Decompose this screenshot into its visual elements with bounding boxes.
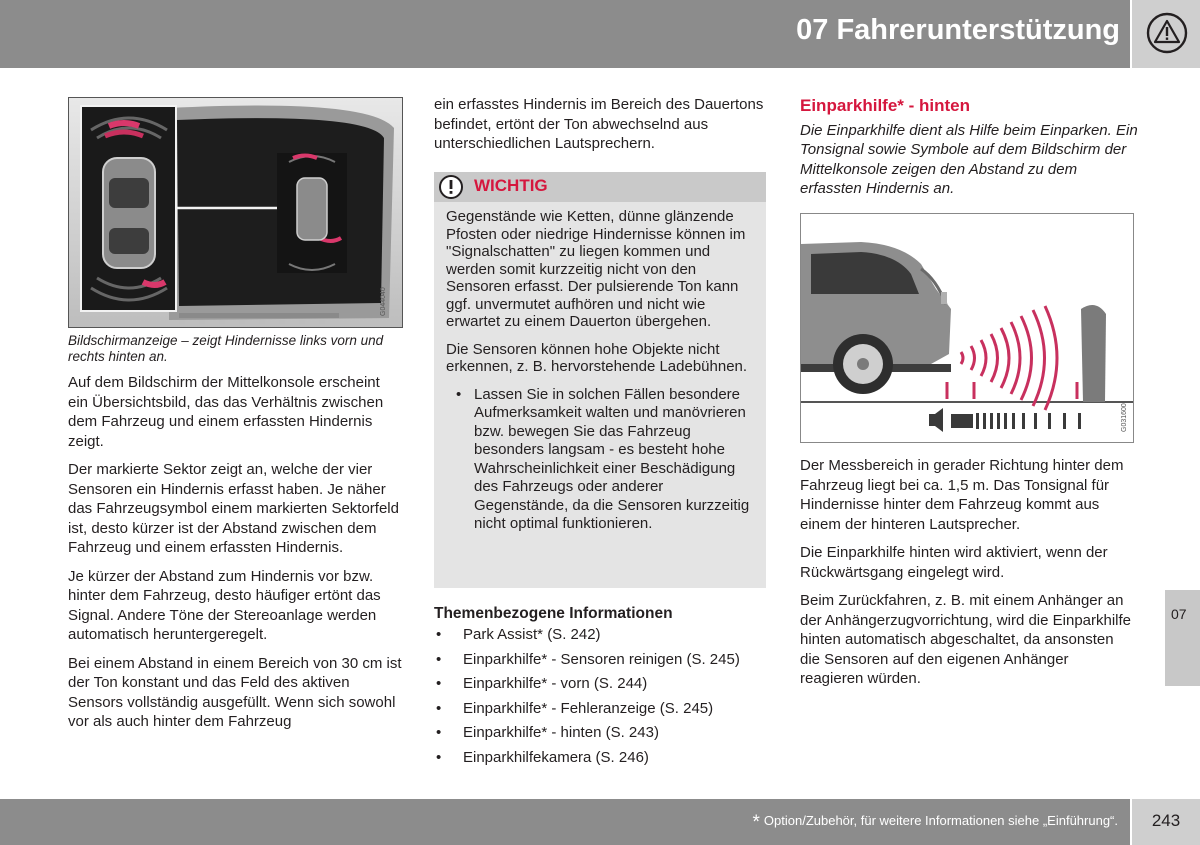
warning-paragraph: Die Sensoren können hohe Objekte nicht erkennen, z. B. hervorstehende Ladebühnen. <box>446 340 748 375</box>
rear-sensor-figure <box>800 213 1134 443</box>
related-info-list <box>434 626 774 774</box>
paragraph: ein erfasstes Hindernis im Bereich des Dauertons befindet, ertönt der Ton abwechselnd aus unterschiedlichen Lautsprechern. <box>434 96 764 152</box>
bullet-icon: • <box>436 675 442 693</box>
warning-header <box>434 172 766 202</box>
related-info-title: Themenbezogene Informationen <box>434 605 673 622</box>
section-title: Einparkhilfe* - hinten <box>800 96 971 115</box>
figure-code: G031600 <box>1121 403 1128 432</box>
warning-paragraph: Gegenstände wie Ketten, dünne glänzende Pfosten oder niedrige Hindernisse können im "Signalschatten" zu liegen kommen und werden somit kurzzeitig nicht von den Sensoren erfasst. Der pulsierende Ton kann ggf. unvermutet aufhören und nicht wie erwartet zu einem Dauerton übergehen. <box>446 208 746 330</box>
bullet-icon: • <box>436 748 442 766</box>
column-2-text <box>434 95 766 163</box>
section-intro: Die Einparkhilfe dient als Hilfe beim Einparken. Ein Tonsignal sowie Symbole auf dem Bildschirm der Mittelkonsole zeigen den Abstand zu dem erfassten Hindernis an. <box>800 122 1138 197</box>
related-link[interactable]: • Einparkhilfe* - hinten (S. 243) <box>436 724 659 742</box>
bullet-icon: • <box>436 650 442 668</box>
related-link[interactable]: • Einparkhilfe* - Sensoren reinigen (S. 245) <box>436 650 740 668</box>
page-number-box <box>1130 799 1200 845</box>
screen-display-figure <box>68 97 403 328</box>
exclamation-icon <box>438 174 464 200</box>
screen-display-illustration <box>69 98 403 328</box>
related-link[interactable]: • Einparkhilfe* - vorn (S. 244) <box>436 675 648 693</box>
paragraph: Auf dem Bildschirm der Mittelkonsole erscheint ein Übersichtsbild, das das Verhältnis zwischen dem Fahrzeug und einem erfassten Hindernis zeigt. <box>68 374 384 450</box>
bullet-icon: • <box>436 626 442 643</box>
chapter-title: 07 Fahrerunterstützung <box>796 14 1120 46</box>
rear-sensor-illustration <box>801 214 1134 443</box>
page-header <box>0 0 1200 68</box>
warning-triangle-icon <box>1146 12 1188 54</box>
paragraph: Der markierte Sektor zeigt an, welche der vier Sensoren ein Hindernis erfasst haben. Je näher das Fahrzeugsymbol einem markierten Sektorfeld ist, desto kürzer ist der Abstand zwischen dem Fahrzeug und einem erfassten Hindernis. <box>68 461 399 556</box>
paragraph: Beim Zurückfahren, z. B. mit einem Anhänger an der Anhängerzugvorrichtung, wird die Einparkhilfe hinten automatisch abgeschaltet, da ansonsten die Sensoren auf den eigenen Anhänger reagieren würden. <box>800 592 1132 687</box>
chapter-tab-label: 07 <box>1171 606 1187 622</box>
paragraph: Bei einem Abstand in einem Bereich von 30 cm ist der Ton konstant und das Feld des aktiven Sensors vollständig ausgefüllt. Wenn sich sowohl vor als auch hinter dem Fahrzeug <box>68 654 402 730</box>
chapter-tab <box>1165 590 1200 686</box>
figure-code: G044040 <box>380 287 387 316</box>
footnote-star: * <box>752 812 760 833</box>
chapter-icon-box <box>1130 0 1200 68</box>
warning-bullet-text: Lassen Sie in solchen Fällen besondere Aufmerksamkeit walten und manövrieren bzw. bewegen Sie das Fahrzeug besonders langsam - es besteht hohe Wahrscheinlichkeit einer Beschädigung des Fahrzeugs oder anderer Gegenstände, da die Sensoren kurzzeitig nicht optimal funktionieren. <box>474 385 750 532</box>
bullet-icon: • <box>456 385 462 403</box>
warning-title: WICHTIG <box>474 176 548 195</box>
related-link[interactable]: • Einparkhilfekamera (S. 246) <box>436 748 649 766</box>
related-link[interactable]: • Park Assist* (S. 242) <box>436 626 601 643</box>
warning-bullet <box>446 386 754 534</box>
paragraph: Je kürzer der Abstand zum Hindernis vor bzw. hinter dem Fahrzeug, desto häufiger ertönt das Signal. Andere Töne der Stereoanlage werden automatisch heruntergeregelt. <box>68 567 381 643</box>
footer-note-text: Option/Zubehör, für weitere Informationen siehe „Einführung“. <box>763 813 1118 828</box>
paragraph: Der Messbereich in gerader Richtung hinter dem Fahrzeug liegt bei ca. 1,5 m. Das Tonsignal für Hindernisse hinter dem Fahrzeug kommt aus einem der hinteren Lautsprecher. <box>800 457 1124 533</box>
related-link[interactable]: • Einparkhilfe* - Fehleranzeige (S. 245) <box>436 699 714 717</box>
page-footer <box>0 799 1200 845</box>
bullet-icon: • <box>436 724 442 742</box>
page-number: 243 <box>1151 811 1181 830</box>
column-3-text <box>800 456 1135 698</box>
bullet-icon: • <box>436 699 442 717</box>
footer-note <box>753 812 1119 834</box>
column-1-text <box>68 373 403 741</box>
warning-box <box>434 172 766 588</box>
figure-caption: Bildschirmanzeige – zeigt Hindernisse links vorn und rechts hinten an. <box>68 333 384 364</box>
paragraph: Die Einparkhilfe hinten wird aktiviert, wenn der Rückwärtsgang eingelegt wird. <box>800 544 1108 581</box>
